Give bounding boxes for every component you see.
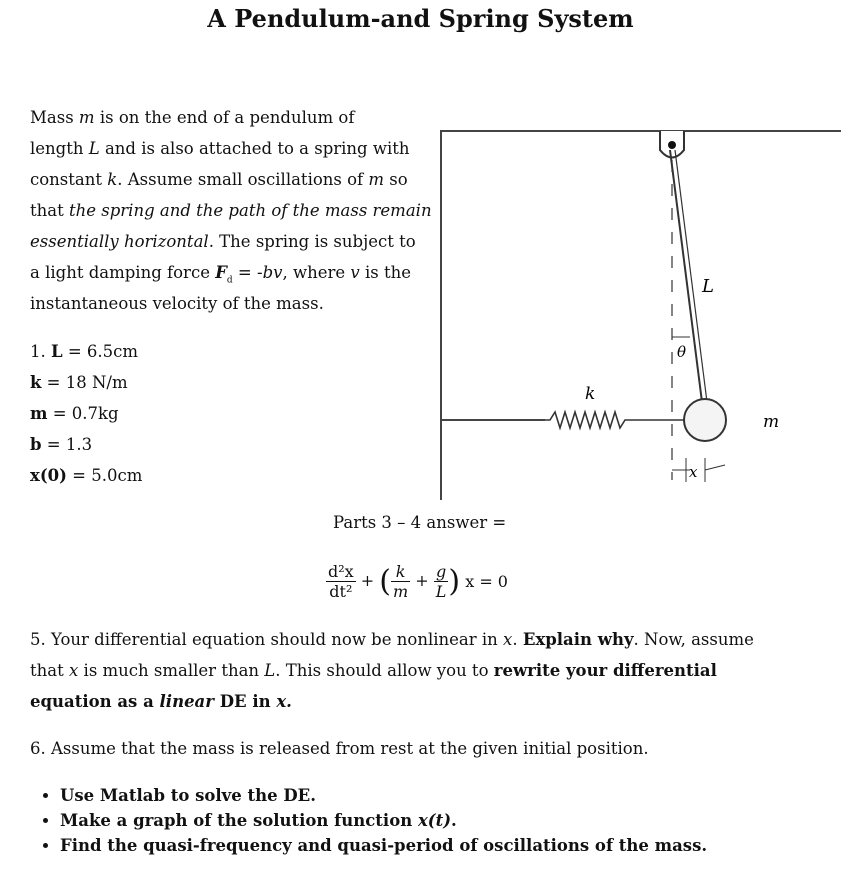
list-item: • Find the quasi-frequency and quasi-period of oscillations of the mass. xyxy=(60,836,707,855)
differential-equation xyxy=(326,562,508,601)
answer-label: Parts 3 – 4 answer = xyxy=(333,513,507,532)
page-title: A Pendulum-and Spring System xyxy=(207,4,634,33)
text: d xyxy=(226,275,233,286)
text: x = 0 xyxy=(465,572,508,591)
text: is on the end of a pendulum of xyxy=(94,108,355,127)
text: , where xyxy=(282,263,351,282)
text: + xyxy=(360,571,375,590)
text: m xyxy=(368,170,385,189)
text: ( xyxy=(379,564,391,599)
text: . Assume small oscillations of xyxy=(117,170,369,189)
param-b: b = 1.3 xyxy=(30,435,93,454)
label-k: k xyxy=(585,384,596,404)
param-x0: x(0) = 5.0cm xyxy=(30,466,143,485)
text: that xyxy=(30,201,69,220)
text: = - xyxy=(232,263,263,282)
text: length xyxy=(30,139,89,158)
param-k: k = 18 N/m xyxy=(30,373,128,392)
text: g xyxy=(435,562,447,581)
label-theta: θ xyxy=(677,343,687,361)
text: L xyxy=(88,139,100,158)
text: L xyxy=(435,582,447,601)
text: m xyxy=(393,582,409,601)
label-m: m xyxy=(763,412,780,432)
text: a light damping force xyxy=(30,263,216,282)
param-L: 1. L = 6.5cm xyxy=(30,342,139,361)
label-L: L xyxy=(702,276,714,297)
mass-bob xyxy=(684,399,726,441)
text: + xyxy=(415,571,429,590)
list-item: • Make a graph of the solution function x(t). xyxy=(60,811,707,830)
text: v xyxy=(350,263,360,282)
text: the spring and the path of the mass remain xyxy=(68,201,432,220)
spring xyxy=(545,412,685,428)
text: dt² xyxy=(329,582,353,601)
text: F xyxy=(215,263,227,282)
page: A Pendulum-and Spring System Mass m is on the end of a pendulum of length L and is also attached to a spring with constant k. Assume small oscillations of m so that the spring and the path of the mass remain essentially horizontal. The spring is subject to a light damping force $F_d = -bv$, where v is the instantaneous velocity of the mass. 1. L = 6.5cm k = 18 N/m m = 0.7kg b = 1.3 x(0) = 5.0cm k L θ m x Parts 3 – 4 answer = $\frac{\text{d²x}}{\text{dt²}}$ + ( $\frac{k}{m}$ + $\frac{g}{L}$ ) x = 0 5. Your differential equation should now be nonlinear in x. Explain why. Now, assume that x is much smaller than L. This should allow you to rewrite your differential equation as a linear DE in x. 6. Assume that the mass is released from rest at the given initial position. • Use Matlab to solve the DE. • Make a graph of the solution function x(t). • Find the quasi-frequency and quasi-period of oscillations of the mass. xyxy=(0,0,841,874)
text: m xyxy=(78,108,95,127)
task-list xyxy=(30,786,707,861)
text: essentially horizontal xyxy=(30,232,209,251)
text: k xyxy=(395,562,406,581)
param-m: m = 0.7kg xyxy=(30,404,119,423)
text: ) xyxy=(448,564,461,599)
text: constant xyxy=(30,170,108,189)
list-item: • Use Matlab to solve the DE. xyxy=(60,786,707,805)
pendulum-rod xyxy=(670,150,702,402)
label-x: x xyxy=(689,463,698,481)
text: instantaneous velocity of the mass. xyxy=(30,294,324,313)
text: is the xyxy=(359,263,411,282)
text: Mass xyxy=(30,108,79,127)
text: so xyxy=(384,170,408,189)
question-6: 6. Assume that the mass is released from rest at the given initial position. xyxy=(30,739,649,758)
text: d²x xyxy=(328,562,354,581)
text: . The spring is subject to xyxy=(208,232,416,251)
text: bv xyxy=(262,263,283,282)
text: k xyxy=(107,170,118,189)
text: and is also attached to a spring with xyxy=(99,139,410,158)
